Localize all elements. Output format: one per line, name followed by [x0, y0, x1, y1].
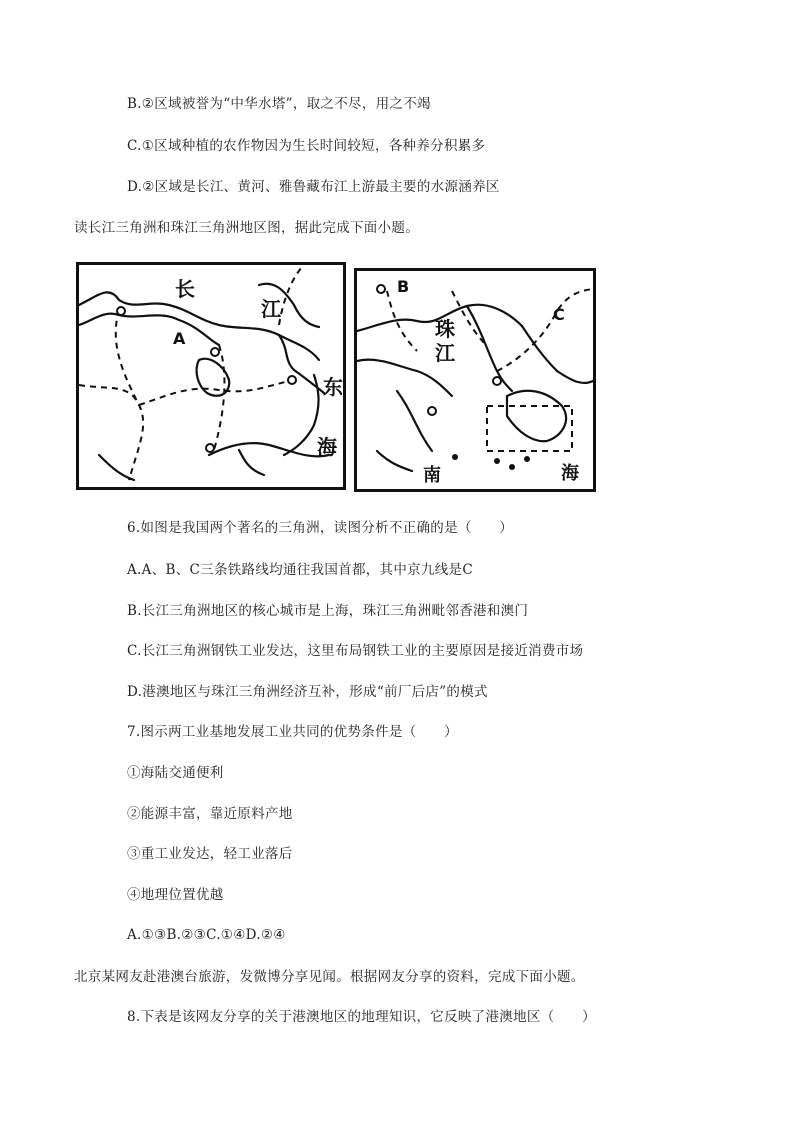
- label-zhu: 珠: [435, 317, 455, 341]
- label-jiang-left: 江: [261, 297, 281, 321]
- pearl-delta-map: [354, 268, 596, 492]
- label-railway-a: A: [173, 329, 186, 348]
- q5-option-b: B.②区域被誉为“中华水塔”，取之不尽，用之不竭: [127, 96, 431, 112]
- q6-option-b: B.长江三角洲地区的核心城市是上海，珠江三角洲毗邻香港和澳门: [127, 603, 529, 619]
- q6-stem: 6.如图是我国两个著名的三角洲，读图分析不正确的是（ ）: [127, 520, 514, 536]
- q7-statement-1: ①海陆交通便利: [127, 765, 224, 781]
- q7-choices: A.①③B.②③C.①④D.②④: [127, 927, 286, 943]
- q5-option-d: D.②区域是长江、黄河、雅鲁藏布江上游最主要的水源涵养区: [127, 179, 500, 195]
- q7-statement-4: ④地理位置优越: [127, 887, 224, 903]
- q6-option-c: C.长江三角洲钢铁工业发达，这里布局钢铁工业的主要原因是接近消费市场: [127, 643, 584, 659]
- maps-intro: 读长江三角洲和珠江三角洲地区图，据此完成下面小题。: [74, 220, 419, 236]
- label-hai-left: 海: [317, 435, 337, 459]
- trip-intro: 北京某网友赴港澳台旅游，发微博分享见闻。根据网友分享的资料，完成下面小题。: [74, 969, 585, 985]
- yangtze-delta-map-drawing: [79, 265, 343, 487]
- label-jiang-right: 江: [435, 341, 455, 365]
- q5-option-c: C.①区域种植的农作物因为生长时间较短，各种养分积累多: [127, 138, 486, 154]
- q7-statement-3: ③重工业发达，轻工业落后: [127, 846, 293, 862]
- pearl-delta-map-drawing: [357, 271, 593, 489]
- label-chang: 长: [175, 277, 195, 301]
- yangtze-delta-map: [76, 262, 346, 490]
- q8-stem: 8.下表是该网友分享的关于港澳地区的地理知识，它反映了港澳地区（ ）: [127, 1009, 596, 1025]
- q6-option-a: A.A、B、C三条铁路线均通往我国首都，其中京九线是C: [127, 562, 473, 578]
- q7-stem: 7.图示两工业基地发展工业共同的优势条件是（ ）: [127, 724, 458, 740]
- q7-statement-2: ②能源丰富，靠近原料产地: [127, 806, 293, 822]
- label-dong: 东: [323, 375, 343, 399]
- label-hai-right: 海: [561, 463, 579, 484]
- label-railway-b: B: [397, 277, 410, 296]
- q6-option-d: D.港澳地区与珠江三角洲经济互补，形成“前厂后店”的模式: [127, 684, 488, 700]
- label-railway-c: C: [553, 305, 565, 324]
- label-nan: 南: [423, 465, 441, 486]
